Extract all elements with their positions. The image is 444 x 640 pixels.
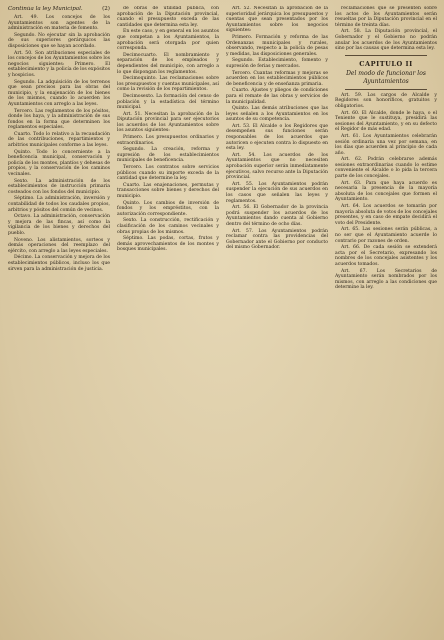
paragraph: Primero. Los presupuestos ordinarios y extraordinarios. (117, 135, 219, 146)
page-number: (2) (102, 6, 110, 12)
paragraph: Art. 63. Para que haya acuerdo es necesaria la presencia de la mayoría absoluta de los concejales que formen el Ayuntamiento. (335, 180, 437, 203)
paragraph: Art. 55. Los Ayuntamientos podrán suspender la ejecución de sus acuerdos en los casos que señalen las leyes y reglamentos. (226, 181, 328, 204)
paragraph: Segundo. No ejecutar sin la aprobación de sus superiores gerárquicos las disposiciones que se hayan acordado. (8, 32, 110, 49)
paragraph: Quinto. Las demás atribuciones que las leyes señalen a los Ayuntamientos en los asuntos de su competencia. (226, 106, 328, 123)
paragraph: Art. 59. Los cargos de Alcalde y Regidores son honoríficos, gratuitos y obligatorios. (335, 92, 437, 109)
section-divider (345, 55, 427, 56)
paragraph: Art. 57. Los Ayuntamientos podrán reclamar contra las providencias del Gobernador ante el Gobierno por conducto del mismo Gobernador. (226, 228, 328, 251)
chapter-subtitle: Del modo de funcionar los Ayuntamientos (346, 69, 426, 85)
paragraph: Art. 60. El Alcalde, donde le haya, o el Teniente que le sustituya, presidirá las sesiones del Ayuntamiento, y en su defecto el Regidor de más edad. (335, 110, 437, 133)
paragraph: Art. 53. El Alcalde o los Regidores que desempeñen sus funciones serán responsables de los acuerdos que autoricen o ejecuten contra lo dispuesto en esta ley. (226, 123, 328, 152)
paragraph: Tercero. Las reglamentos de los pósitos, donde los haya, y la administración de sus fondos en la forma que determinen los reglamentos especiales. (8, 108, 110, 131)
chapter-heading: CAPITULO II (359, 59, 413, 68)
paragraph: Tercero. Cuantas reformas y mejoras se acuerden en los establecimientos públicos de beneficencia y de enseñanza primaria. (226, 70, 328, 87)
paragraph: Segundo. La creación, reforma y supresión de los establecimientos municipales de beneficencia. (117, 147, 219, 164)
paragraph: Séptimo. Las podas, cortas, frutos y demás aprovechamientos de los montes y bosques municipales. (117, 236, 219, 253)
paragraph: Primero. Formación y reforma de las Ordenanzas municipales y rurales, observando, respecto a la policía de pesas y medidas, las disposiciones generales. (226, 34, 328, 57)
paragraph: Decimosexto. La formación del censo de población y la estadística del término municipal. (117, 93, 219, 111)
paragraph: Octavo. La administración, conservación y mejora de las fincas, así como la vigilancia de los bienes y derechos del pueblo. (8, 214, 110, 236)
paragraph: Art. 49. Los concejos de los Ayuntamientos son agentes de la administración en materia de fomento. (8, 15, 110, 32)
paragraph: Decimoquinto. Las reclamaciones sobre los presupuestos y cuentas municipales, así como la revisión de los repartimientos. (117, 76, 219, 93)
paragraph: Art. 64. Los acuerdos se tomarán por mayoría absoluta de votos de los concejales presentes, y en caso de empate decidirá el voto del Presidente. (335, 204, 437, 226)
paragraph: Quinto. Los cambios de inversión de fondos y los empréstitos, con la autorización correspondiente. (117, 200, 219, 217)
paragraph: Séptimo. La administración, inversión y contabilidad de todos los caudales propios, arbitrios y pósitos del común de vecinos. (8, 196, 110, 213)
paragraph: Quinto. Todo lo concerniente a la beneficencia municipal, conservación y policía de los montes, plantíos y dehesas de propios, y la conservación de los caminos vecinales. (8, 149, 110, 178)
paragraph: Art. 50. Son atribuciones especiales de los concejos de los Ayuntamientos sobre los negocios siguientes: Primero. El establecimiento y la policía de los expósitos y hospicios. (8, 50, 110, 78)
paragraph: Cuarto. Ajustes y pliegos de condiciones para el remate de las obras y servicios de la municipalidad. (226, 88, 328, 105)
paragraph: Art. 51. Necesitan la aprobación de la Diputación provincial para ser ejecutorios los acuerdos de los Ayuntamientos sobre los asuntos siguientes: (117, 111, 219, 134)
paragraph: Art. 65. Las sesiones serán públicas, a no ser que el Ayuntamiento acuerde lo contrario por razones de orden. (335, 227, 437, 244)
paragraph: Noveno. Los alistamientos, sorteos y demás operaciones del reemplazo del ejército, con arreglo a las leyes especiales. (8, 237, 110, 254)
paragraph: Art. 62. Podrán celebrarse además sesiones extraordinarias cuando lo estime conveniente el Alcalde o lo pida la tercera parte de los concejales. (335, 157, 437, 180)
paragraph: Sexto. La construcción, rectificación y clasificación de los caminos vecinales y obras propias de los mismos. (117, 218, 219, 235)
paragraph: Decimocuarto. El nombramiento y separación de los empleados y dependientes del municipio, con arreglo a lo que dispongan los reglamentos. (117, 52, 219, 75)
page-header (8, 6, 110, 13)
header-title: Continúa la ley Municipal. (8, 6, 83, 12)
paragraph: En este caso, y en general en los asuntos que competan a los Ayuntamientos, la aprobación será otorgada por quien corresponda. (117, 29, 219, 52)
paragraph: Segundo. Establecimiento, fomento y supresión de ferias y mercados. (226, 58, 328, 69)
paragraph: Art. 54. Los acuerdos de los Ayuntamientos que no necesiten aprobación superior serán inmediatamente ejecutivos, salvo recurso ante la Diputación provincial. (226, 152, 328, 181)
text-column-4 (335, 6, 437, 636)
text-column-1 (8, 6, 110, 636)
paragraph: Art. 61. Los Ayuntamientos celebrarán sesión ordinaria una vez por semana, en los días que acuerden al principio de cada año. (335, 133, 437, 156)
paragraph: Cuarto. Las enajenaciones, permutas y transacciones sobre bienes y derechos del municipio. (117, 182, 219, 199)
paragraph: Sexto. La administración de los establecimientos de instrucción primaria costeados con los fondos del municipio. (8, 178, 110, 195)
paragraph: Art. 58. La Diputación provincial, el Gobernador y el Gobierno no podrán anular los acuerdos de los Ayuntamientos sino por las causas que determina esta ley. (335, 29, 437, 52)
paragraph: Tercero. Los contratos sobre servicios públicos cuando su importe exceda de la cantidad que determine la ley. (117, 165, 219, 182)
text-column-3 (226, 6, 328, 636)
paragraph: Cuarto. Todo lo relativo a la recaudación de las contribuciones, repartimientos y arbitrios municipales conforme a las leyes. (8, 131, 110, 149)
paragraph: Décimo. La conservación y mejora de los establecimientos públicos, incluso los que sirven para la administración de justicia. (8, 255, 110, 272)
paragraph: Art. 56. El Gobernador de la provincia podrá suspender los acuerdos de los Ayuntamientos dando cuenta al Gobierno dentro del término de ocho días. (226, 205, 328, 227)
paragraph: Art. 66. De cada sesión se extenderá acta por el Secretario, expresando los nombres de los concejales asistentes y los acuerdos tomados. (335, 245, 437, 267)
section-divider (345, 89, 427, 90)
paragraph: de obras de utilidad pública, con aprobación de la Diputación provincial, cuando el presupuesto exceda de las cantidades que determina esta ley. (117, 6, 219, 28)
text-column-2 (117, 6, 219, 636)
paragraph: Art. 52. Necesitan la aprobación de la superioridad jerárquica los presupuestos y cuentas que sean presentados por los Ayuntamientos sobre los negocios siguientes: (226, 6, 328, 34)
paragraph: Segundo. La adquisición de los terrenos que sean precisos para las obras del municipio, y la enajenación de los bienes de los mismos, cuando lo acuerden los Ayuntamientos con arreglo a las leyes. (8, 79, 110, 107)
paragraph: Art. 67. Los Secretarios de Ayuntamiento serán nombrados por los mismos, con arreglo a las condiciones que determine la ley. (335, 268, 437, 291)
paragraph: reclamaciones que se presenten sobre los actos de los Ayuntamientos serán resueltas por la Diputación provincial en el término de treinta días. (335, 6, 437, 28)
